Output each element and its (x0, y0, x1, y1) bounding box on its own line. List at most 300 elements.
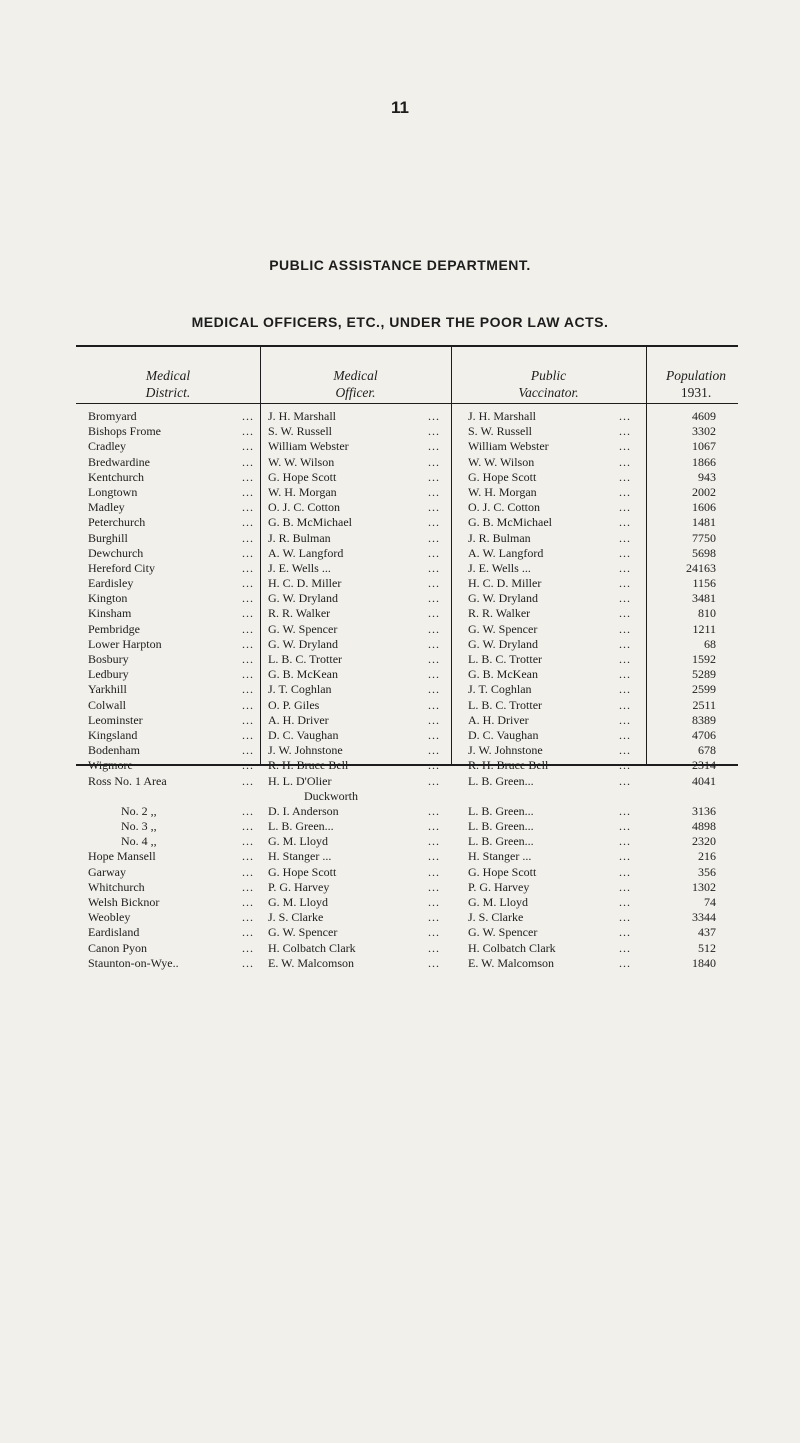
leader-dots: ... (242, 636, 254, 651)
leader-dots: ... (428, 849, 440, 864)
table-row (76, 409, 738, 424)
leader-dots: ... (428, 545, 440, 560)
population-cell: 943 (698, 469, 716, 484)
district-cell: Cradley (88, 439, 126, 454)
officer-name: G. W. Spencer (268, 925, 338, 940)
population-cell: 4898 (692, 819, 716, 834)
table-row (76, 895, 738, 910)
population-cell: 1592 (692, 652, 716, 666)
officer-name-continued: Duckworth (304, 788, 358, 803)
officer-cell (268, 667, 462, 682)
leader-dots: ... (619, 803, 631, 818)
district-cell: Canon Pyon (88, 940, 148, 955)
table-row (76, 637, 738, 652)
officer-name: R. R. Walker (268, 606, 331, 621)
leader-dots: ... (242, 879, 254, 894)
leader-dots: ... (428, 652, 440, 666)
leader-dots: ... (619, 454, 631, 469)
officer-cell (268, 515, 462, 530)
officer-name: G. W. Spencer (268, 621, 338, 636)
leader-dots: ... (619, 910, 631, 925)
officer-name: O. P. Giles (268, 697, 320, 712)
vaccinator-cell: J. H. Marshall (468, 409, 536, 423)
leader-dots: ... (619, 652, 631, 666)
district-cell: Bishops Frome (88, 424, 162, 439)
vaccinator-cell: G. Hope Scott (468, 864, 537, 879)
population-cell: 8389 (692, 712, 716, 727)
leader-dots: ... (619, 560, 631, 575)
population-cell: 1481 (692, 515, 716, 530)
leader-dots: ... (619, 864, 631, 879)
vaccinator-cell: G. B. McKean (468, 667, 538, 682)
officer-name: G. Hope Scott (268, 864, 337, 879)
district-cell: Burghill (88, 530, 128, 545)
officer-cell (268, 880, 462, 895)
officer-name: H. C. D. Miller (268, 576, 342, 591)
population-cell: 2320 (692, 834, 716, 849)
population-cell: 5289 (692, 667, 716, 682)
leader-dots: ... (428, 500, 440, 515)
officer-cell (268, 941, 462, 956)
table-row (76, 485, 738, 500)
officer-name: L. B. C. Trotter (268, 652, 343, 666)
district-cell: Eardisley (88, 576, 134, 591)
district-cell: Staunton-on-Wye.. (88, 955, 179, 970)
vaccinator-cell: R. R. Walker (468, 606, 531, 621)
officer-name: L. B. Green... (268, 819, 334, 834)
vaccinator-cell: H. Stanger ... (468, 849, 532, 864)
leader-dots: ... (619, 895, 631, 910)
table-row (76, 561, 738, 576)
population-cell: 5698 (692, 545, 716, 560)
vaccinator-cell: J. T. Coghlan (468, 682, 532, 697)
officer-name: J. E. Wells ... (268, 560, 331, 575)
leader-dots: ... (428, 925, 440, 940)
vaccinator-cell: D. C. Vaughan (468, 727, 539, 742)
leader-dots: ... (428, 515, 440, 530)
leader-dots: ... (242, 940, 254, 955)
officer-name: W. W. Wilson (268, 454, 335, 469)
officer-name: J. H. Marshall (268, 409, 336, 423)
leader-dots: ... (619, 484, 631, 499)
officer-name: J. W. Johnstone (268, 743, 343, 758)
leader-dots: ... (428, 591, 440, 606)
officer-name: D. I. Anderson (268, 803, 339, 818)
table-row (76, 698, 738, 713)
officer-cell (268, 470, 462, 485)
leader-dots: ... (242, 652, 254, 666)
officer-name: W. H. Morgan (268, 484, 337, 499)
officer-name: G. W. Dryland (268, 636, 338, 651)
population-cell: 1156 (692, 576, 716, 591)
vaccinator-cell: G. M. Lloyd (468, 895, 528, 910)
leader-dots: ... (428, 758, 440, 773)
leader-dots: ... (619, 743, 631, 758)
leader-dots: ... (428, 773, 440, 788)
leader-dots: ... (428, 621, 440, 636)
officer-cell (268, 713, 462, 728)
vaccinator-cell: H. C. D. Miller (468, 576, 542, 591)
vaccinator-cell: W. H. Morgan (468, 484, 537, 499)
leader-dots: ... (242, 803, 254, 818)
officer-cell (268, 804, 462, 819)
leader-dots: ... (428, 712, 440, 727)
table-row (76, 880, 738, 895)
population-cell: 24163 (686, 560, 716, 575)
population-cell: 356 (698, 864, 716, 879)
vaccinator-cell: L. B. C. Trotter (468, 697, 543, 712)
leader-dots: ... (428, 803, 440, 818)
leader-dots: ... (619, 682, 631, 697)
officer-name: P. G. Harvey (268, 879, 330, 894)
officer-cell (268, 758, 462, 773)
district-cell: Weobley (88, 910, 131, 925)
officer-name: H. Colbatch Clark (268, 940, 356, 955)
district-cell: Leominster (88, 712, 143, 727)
officer-name: H. L. D'Olier (268, 773, 332, 788)
table-row (76, 941, 738, 956)
leader-dots: ... (242, 576, 254, 591)
table-row (76, 682, 738, 697)
table-row (76, 667, 738, 682)
vaccinator-cell: J. R. Bulman (468, 530, 531, 545)
vaccinator-cell: L. B. C. Trotter (468, 652, 543, 666)
vaccinator-cell: L. B. Green... (468, 834, 534, 849)
population-cell: 74 (704, 895, 716, 910)
officer-name: J. T. Coghlan (268, 682, 332, 697)
officer-name: G. Hope Scott (268, 469, 337, 484)
population-cell: 2002 (692, 484, 716, 499)
officer-cell (268, 849, 462, 864)
leader-dots: ... (619, 515, 631, 530)
vaccinator-cell: A. W. Langford (468, 545, 544, 560)
population-cell: 4706 (692, 727, 716, 742)
officer-name: G. M. Lloyd (268, 834, 328, 849)
population-cell: 3344 (692, 910, 716, 925)
table-row (76, 804, 738, 819)
vaccinator-cell: G. W. Dryland (468, 636, 538, 651)
leader-dots: ... (619, 849, 631, 864)
officer-name: E. W. Malcomson (268, 955, 354, 970)
district-cell: Bromyard (88, 409, 137, 423)
header-vaccinator: Public Vaccinator. (518, 368, 579, 400)
leader-dots: ... (619, 925, 631, 940)
leader-dots: ... (619, 500, 631, 515)
officer-cell (268, 424, 462, 439)
table-row (76, 728, 738, 743)
population-cell: 4609 (692, 409, 716, 423)
officer-cell (268, 439, 462, 454)
leader-dots: ... (242, 682, 254, 697)
leader-dots: ... (242, 606, 254, 621)
leader-dots: ... (242, 667, 254, 682)
district-cell: Peterchurch (88, 515, 146, 530)
table-row (76, 865, 738, 880)
leader-dots: ... (619, 667, 631, 682)
leader-dots: ... (242, 819, 254, 834)
leader-dots: ... (242, 712, 254, 727)
district-cell: Kington (88, 591, 128, 606)
officer-cell (268, 637, 462, 652)
vaccinator-cell: S. W. Russell (468, 424, 533, 439)
district-cell: Kinsham (88, 606, 132, 621)
officer-name: J. R. Bulman (268, 530, 331, 545)
district-cell: Ledbury (88, 667, 129, 682)
leader-dots: ... (242, 560, 254, 575)
vaccinator-cell: G. B. McMichael (468, 515, 552, 530)
officer-cell (268, 531, 462, 546)
vaccinator-cell: W. W. Wilson (468, 454, 535, 469)
officer-cell (268, 576, 462, 591)
population-cell: 437 (698, 925, 716, 940)
district-cell: Bredwardine (88, 454, 150, 469)
table-row (76, 910, 738, 925)
leader-dots: ... (619, 591, 631, 606)
header-divider (76, 403, 738, 404)
district-cell: Dewchurch (88, 545, 144, 560)
district-cell: Colwall (88, 697, 126, 712)
population-cell: 216 (698, 849, 716, 864)
leader-dots: ... (428, 484, 440, 499)
leader-dots: ... (242, 439, 254, 454)
officer-cell (268, 682, 462, 697)
table-row (76, 849, 738, 864)
officer-cell (268, 546, 462, 561)
table-row (76, 591, 738, 606)
district-cell: Madley (88, 500, 125, 515)
leader-dots: ... (619, 758, 631, 773)
leader-dots: ... (428, 576, 440, 591)
leader-dots: ... (242, 409, 254, 423)
leader-dots: ... (428, 895, 440, 910)
officer-name: A. W. Langford (268, 545, 344, 560)
vaccinator-cell: G. Hope Scott (468, 469, 537, 484)
leader-dots: ... (619, 424, 631, 439)
officer-cell (268, 774, 462, 804)
leader-dots: ... (619, 439, 631, 454)
officer-cell (268, 591, 462, 606)
leader-dots: ... (242, 727, 254, 742)
population-cell: 1302 (692, 879, 716, 894)
district-cell: No. 3 ,, (121, 819, 157, 834)
district-cell: Hope Mansell (88, 849, 156, 864)
table-row (76, 713, 738, 728)
vaccinator-cell: H. Colbatch Clark (468, 940, 556, 955)
leader-dots: ... (242, 925, 254, 940)
officer-name: William Webster (268, 439, 349, 454)
officer-cell (268, 500, 462, 515)
district-cell: Hereford City (88, 560, 155, 575)
officer-cell (268, 728, 462, 743)
leader-dots: ... (428, 560, 440, 575)
vaccinator-cell: G. W. Spencer (468, 925, 538, 940)
leader-dots: ... (428, 940, 440, 955)
leader-dots: ... (428, 454, 440, 469)
table-row (76, 500, 738, 515)
table-row (76, 455, 738, 470)
district-cell: Whitchurch (88, 879, 145, 894)
population-cell: 2314 (692, 758, 716, 773)
district-cell: No. 4 ,, (121, 834, 157, 849)
header-population: Population 1931. (666, 368, 726, 400)
header-district: Medical District. (145, 368, 191, 400)
leader-dots: ... (242, 895, 254, 910)
leader-dots: ... (619, 955, 631, 970)
population-cell: 3481 (692, 591, 716, 606)
page-number: 11 (391, 98, 409, 117)
leader-dots: ... (242, 500, 254, 515)
leader-dots: ... (242, 484, 254, 499)
district-cell: Yarkhill (88, 682, 127, 697)
table-row (76, 470, 738, 485)
leader-dots: ... (428, 743, 440, 758)
officer-cell (268, 698, 462, 713)
leader-dots: ... (428, 955, 440, 970)
leader-dots: ... (428, 879, 440, 894)
district-cell: Bosbury (88, 652, 129, 666)
population-cell: 7750 (692, 530, 716, 545)
leader-dots: ... (242, 955, 254, 970)
officer-name: G. B. McKean (268, 667, 338, 682)
table-row (76, 834, 738, 849)
leader-dots: ... (428, 469, 440, 484)
population-cell: 1606 (692, 500, 716, 515)
vaccinator-cell: G. W. Spencer (468, 621, 538, 636)
leader-dots: ... (242, 621, 254, 636)
leader-dots: ... (428, 727, 440, 742)
vaccinator-cell: J. S. Clarke (468, 910, 524, 925)
leader-dots: ... (242, 743, 254, 758)
vaccinator-cell: E. W. Malcomson (468, 955, 554, 970)
officer-cell (268, 485, 462, 500)
officer-cell (268, 910, 462, 925)
table-row (76, 606, 738, 621)
table-title: MEDICAL OFFICERS, ETC., UNDER THE POOR LAW ACTS. (191, 314, 609, 330)
vaccinator-cell: William Webster (468, 439, 549, 454)
leader-dots: ... (242, 834, 254, 849)
population-cell: 678 (698, 743, 716, 758)
officer-cell (268, 561, 462, 576)
leader-dots: ... (619, 773, 631, 788)
leader-dots: ... (619, 576, 631, 591)
district-cell: Welsh Bicknor (88, 895, 160, 910)
leader-dots: ... (428, 606, 440, 621)
leader-dots: ... (242, 697, 254, 712)
officer-cell (268, 652, 462, 667)
leader-dots: ... (619, 621, 631, 636)
table-row (76, 758, 738, 773)
vaccinator-cell: R. H. Bruce Bell (468, 758, 549, 773)
population-cell: 68 (704, 636, 716, 651)
officer-cell (268, 409, 462, 424)
district-cell: Lower Harpton (88, 636, 162, 651)
leader-dots: ... (428, 864, 440, 879)
leader-dots: ... (619, 409, 631, 423)
leader-dots: ... (619, 697, 631, 712)
population-cell: 4041 (692, 773, 716, 788)
leader-dots: ... (242, 773, 254, 788)
district-cell: Kentchurch (88, 469, 144, 484)
officer-cell (268, 606, 462, 621)
leader-dots: ... (242, 849, 254, 864)
leader-dots: ... (619, 727, 631, 742)
leader-dots: ... (428, 424, 440, 439)
leader-dots: ... (619, 819, 631, 834)
vaccinator-cell: O. J. C. Cotton (468, 500, 541, 515)
leader-dots: ... (428, 834, 440, 849)
district-cell: Pembridge (88, 621, 140, 636)
population-cell: 2511 (692, 697, 716, 712)
vaccinator-cell: A. H. Driver (468, 712, 529, 727)
officer-name: O. J. C. Cotton (268, 500, 341, 515)
leader-dots: ... (428, 439, 440, 454)
vaccinator-cell: L. B. Green... (468, 819, 534, 834)
population-cell: 512 (698, 940, 716, 955)
vaccinator-cell: J. E. Wells ... (468, 560, 531, 575)
leader-dots: ... (428, 819, 440, 834)
population-cell: 1211 (692, 621, 716, 636)
leader-dots: ... (242, 530, 254, 545)
table-row (76, 925, 738, 940)
officer-cell (268, 622, 462, 637)
table-row (76, 652, 738, 667)
medical-officers-table (76, 345, 738, 970)
vaccinator-cell: J. W. Johnstone (468, 743, 543, 758)
table-row (76, 576, 738, 591)
table-row (76, 622, 738, 637)
population-cell: 2599 (692, 682, 716, 697)
district-cell: Garway (88, 864, 126, 879)
leader-dots: ... (428, 910, 440, 925)
officer-cell (268, 455, 462, 470)
leader-dots: ... (242, 515, 254, 530)
officer-name: G. B. McMichael (268, 515, 352, 530)
leader-dots: ... (242, 758, 254, 773)
leader-dots: ... (242, 454, 254, 469)
table-row (76, 515, 738, 530)
leader-dots: ... (619, 545, 631, 560)
leader-dots: ... (242, 469, 254, 484)
leader-dots: ... (428, 636, 440, 651)
leader-dots: ... (242, 864, 254, 879)
officer-name: D. C. Vaughan (268, 727, 339, 742)
officer-cell (268, 956, 462, 971)
district-cell: No. 2 ,, (121, 803, 157, 818)
table-row (76, 743, 738, 758)
leader-dots: ... (242, 545, 254, 560)
leader-dots: ... (619, 606, 631, 621)
table-body (76, 409, 738, 971)
leader-dots: ... (242, 591, 254, 606)
district-cell: Wigmore (88, 758, 133, 773)
leader-dots: ... (428, 682, 440, 697)
officer-cell (268, 743, 462, 758)
district-cell: Kingsland (88, 727, 138, 742)
district-cell: Eardisland (88, 925, 140, 940)
population-cell: 1866 (692, 454, 716, 469)
table-row (76, 774, 738, 804)
leader-dots: ... (619, 636, 631, 651)
district-cell: Bodenham (88, 743, 140, 758)
table-row (76, 819, 738, 834)
table-row (76, 956, 738, 971)
officer-cell (268, 895, 462, 910)
vaccinator-cell: L. B. Green... (468, 773, 534, 788)
officer-cell (268, 834, 462, 849)
district-cell: Ross No. 1 Area (88, 773, 167, 788)
vaccinator-cell: L. B. Green... (468, 803, 534, 818)
population-cell: 1840 (692, 955, 716, 970)
